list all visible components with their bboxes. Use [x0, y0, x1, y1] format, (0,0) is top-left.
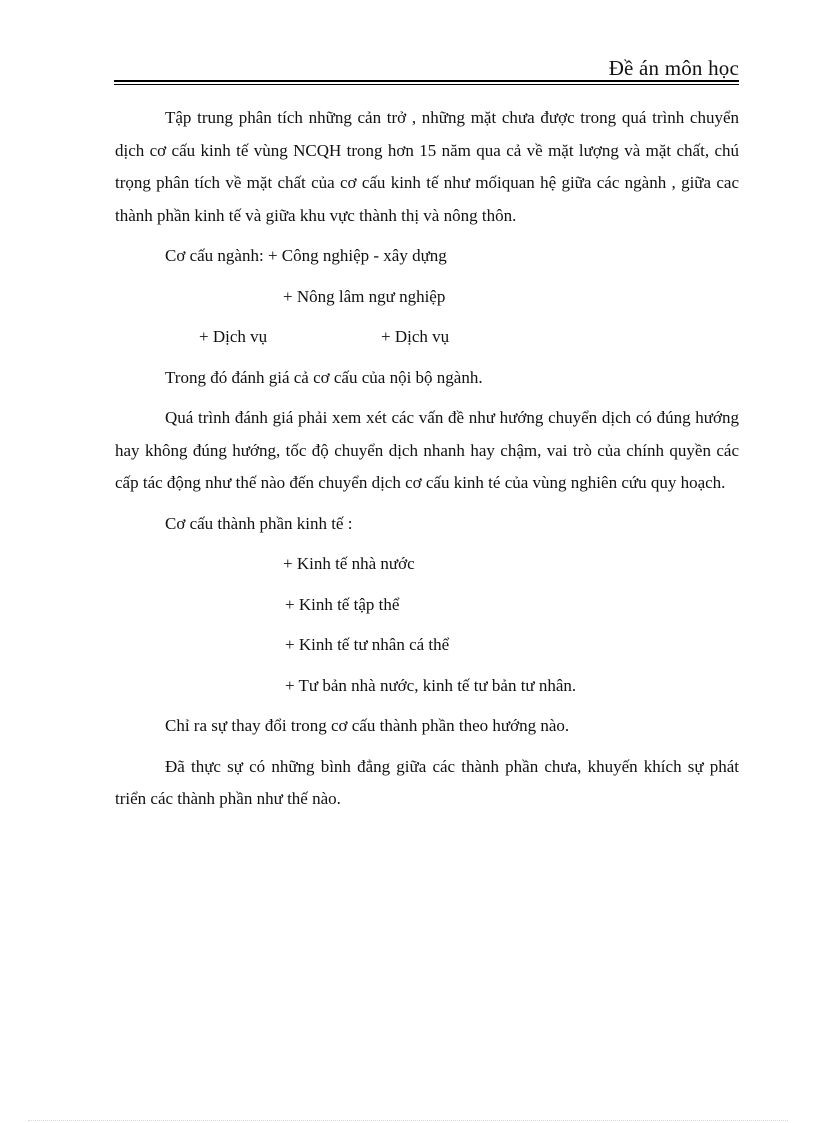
agriculture-item: + Nông lâm ngư nghiệp — [283, 286, 446, 306]
economic-components-text: Cơ cấu thành phần kinh tế : — [165, 513, 353, 533]
header-rule — [114, 80, 739, 82]
page-bottom-rule — [28, 1120, 788, 1121]
paragraph-structural-analysis: Tập trung phân tích những cản trở , những mặt chưa được trong quá trình chuyển dịch cơ cấu kinh tế vùng NCQH trong hơn 15 năm qua cả về mặt lượng và mặt chất, chú trọng phân tích về mặt chất của cơ cấu kinh tế như mốiquan hệ giữa các ngành , giữa cac thành phần kinh tế và giữa khu vực thành thị và nông thôn. — [115, 108, 739, 225]
line-internal-structure — [115, 362, 739, 395]
line-collective-economy — [115, 589, 739, 622]
collective-economy-item: + Kinh tế tập thể — [285, 594, 400, 614]
line-state-economy — [115, 548, 739, 581]
private-individual-item: + Kinh tế tư nhân cá thể — [285, 635, 450, 654]
state-capital-item: + Tư bản nhà nước, kinh tế tư bản tư nhân. — [285, 675, 577, 695]
paragraph-equality: Đã thực sự có những bình đẳng giữa các thành phần chưa, khuyến khích sự phát triển các thành phần như thế nào. — [115, 756, 739, 808]
header-title: Đề án môn học — [608, 56, 739, 80]
paragraph-evaluation: Quá trình đánh giá phải xem xét các vấn đề như hướng chuyển dịch có đúng hướng hay không đúng hướng, tốc độ chuyển dịch nhanh hay chậm, vai trò của chính quyền các cấp tác động như thế nào đến chuyển dịch cơ cấu kinh té của vùng nghiên cứu quy hoạch. — [115, 408, 739, 492]
document-body — [115, 102, 739, 824]
header-rule-thin — [114, 84, 739, 85]
line-economic-components — [115, 508, 739, 541]
services-item-left: + Dịch vụ — [199, 327, 268, 346]
line-private-individual — [115, 629, 739, 662]
services-item-right: + Dịch vụ — [381, 327, 450, 346]
state-economy-item: + Kinh tế nhà nước — [283, 554, 415, 573]
line-agriculture — [115, 281, 739, 314]
page-header — [114, 56, 739, 84]
line-sector-structure — [115, 240, 739, 273]
line-services — [115, 321, 739, 354]
line-state-capital — [115, 670, 739, 703]
change-direction-text: Chỉ ra sự thay đổi trong cơ cấu thành phần theo hướng nào. — [165, 716, 570, 735]
internal-structure-text: Trong đó đánh giá cả cơ cấu của nội bộ ngành. — [165, 367, 483, 387]
line-change-direction — [115, 710, 739, 743]
sector-structure-text: Cơ cấu ngành: + Công nghiệp - xây dựng — [165, 246, 447, 265]
